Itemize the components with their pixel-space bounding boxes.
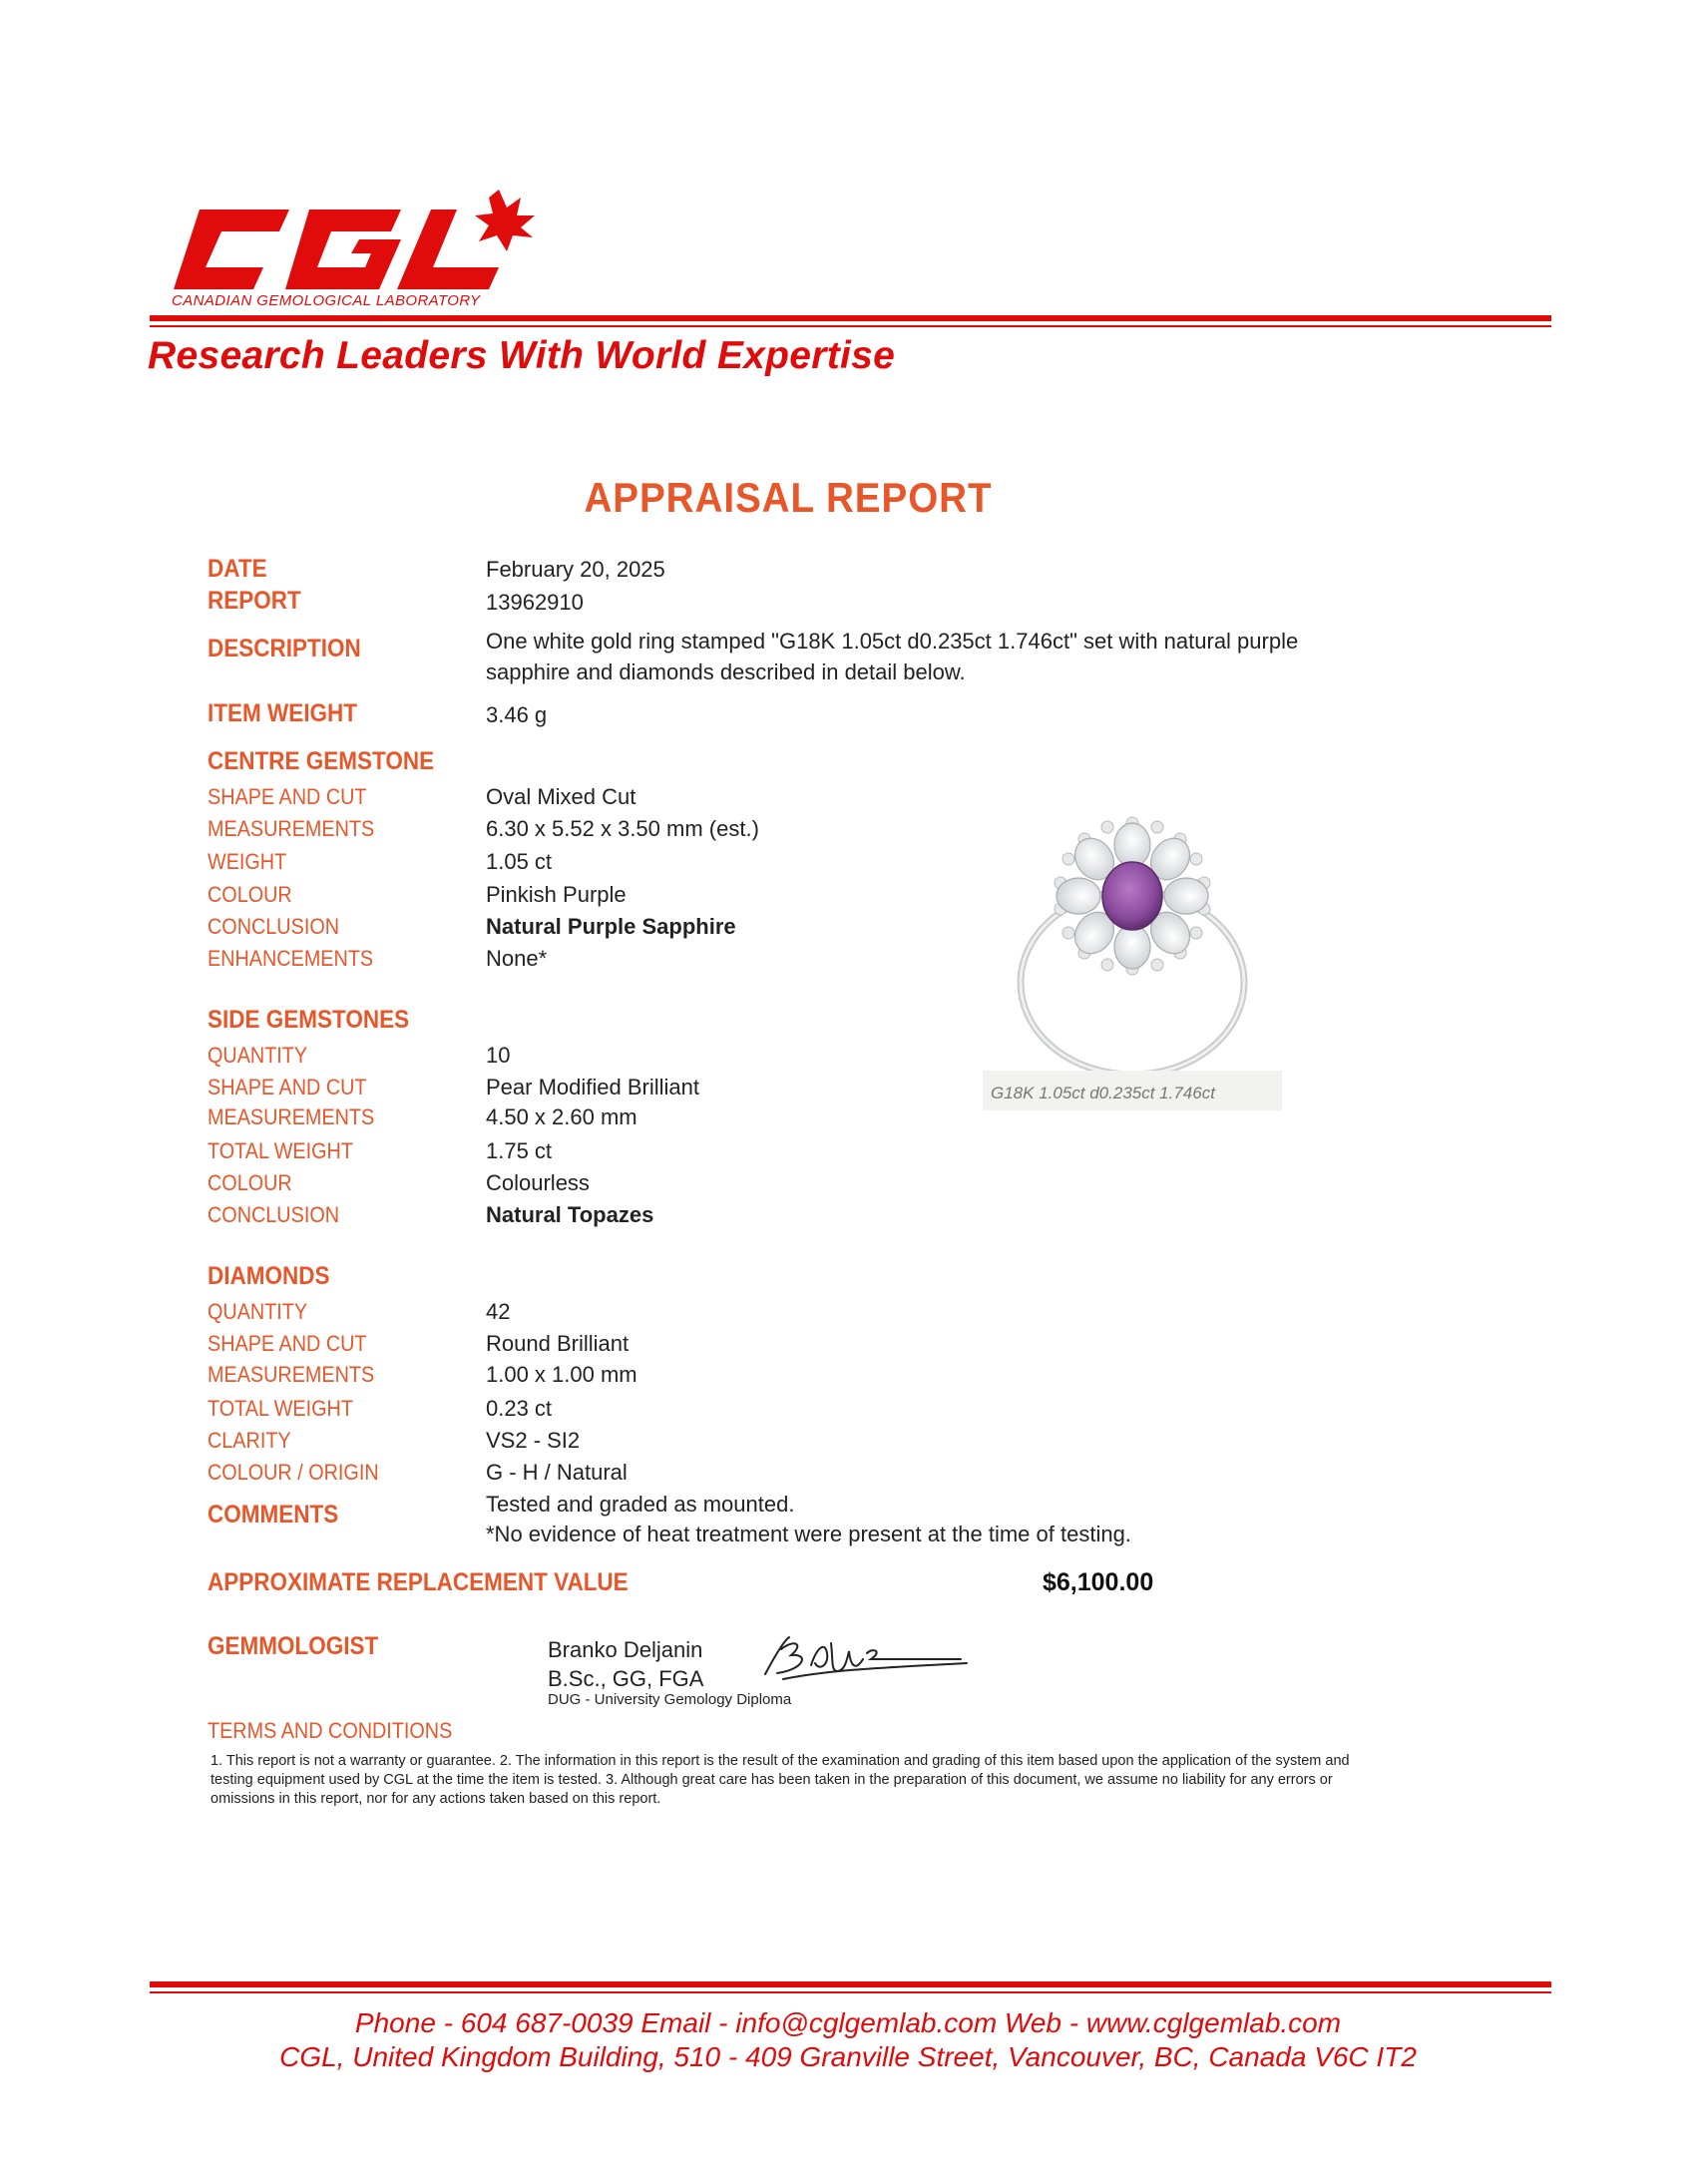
gemmologist-credentials: B.Sc., GG, FGA (548, 1666, 704, 1691)
row-value: 1.75 ct (486, 1138, 553, 1163)
report-title: APPRAISAL REPORT (584, 474, 993, 521)
row-value: Round Brilliant (486, 1331, 630, 1356)
maple-leaf-icon (475, 190, 535, 251)
signature (753, 1629, 978, 1699)
date-label: DATE (208, 555, 267, 583)
comments-label: COMMENTS (208, 1501, 339, 1529)
row-value: G - H / Natural (486, 1460, 628, 1485)
comments-value (486, 1490, 1384, 1549)
row-label: SHAPE AND CUT (208, 1075, 367, 1099)
row-value: Colourless (486, 1170, 590, 1195)
row-label: CONCLUSION (208, 914, 340, 939)
row-label: COLOUR / ORIGIN (208, 1460, 379, 1485)
row-label: SHAPE AND CUT (208, 1331, 367, 1356)
header-rule-thin (150, 325, 1551, 327)
item-weight-label: ITEM WEIGHT (208, 699, 357, 727)
description-value: One white gold ring stamped "G18K 1.05ct d0.235ct 1.746ct" set with natural purple sapphire and diamonds described in detail below. (486, 629, 1299, 684)
row-value: 1.05 ct (486, 849, 553, 874)
date-value: February 20, 2025 (486, 557, 665, 582)
ring-photo (983, 803, 1282, 1142)
row-label: TOTAL WEIGHT (208, 1138, 353, 1163)
row-label: COLOUR (208, 1170, 292, 1195)
row-label: QUANTITY (208, 1043, 308, 1068)
row-label: CLARITY (208, 1428, 291, 1453)
report-number: 13962910 (486, 590, 584, 615)
row-value: Natural Purple Sapphire (486, 914, 736, 939)
logo-letter-g (285, 210, 401, 289)
item-weight-value: 3.46 g (486, 702, 548, 727)
gemmologist-diploma: DUG - University Gemology Diploma (548, 1691, 792, 1708)
tagline: Research Leaders With World Expertise (148, 334, 896, 377)
gemmologist-name: Branko Deljanin (548, 1637, 703, 1662)
row-value: Pinkish Purple (486, 882, 627, 907)
footer-address: CGL, United Kingdom Building, 510 - 409 Granville Street, Vancouver, BC, Canada V6C IT2 (279, 2041, 1417, 2072)
row-label: CONCLUSION (208, 1202, 340, 1227)
row-label: WEIGHT (208, 849, 287, 874)
row-value: 42 (486, 1299, 511, 1324)
row-value: 0.23 ct (486, 1396, 553, 1421)
footer-contact: Phone - 604 687-0039 Email - info@cglgemlab.com Web - www.cglgemlab.com (354, 2007, 1342, 2038)
row-label: QUANTITY (208, 1299, 308, 1324)
row-value: Oval Mixed Cut (486, 784, 636, 809)
logo-letter-c (174, 210, 289, 289)
row-value: 1.00 x 1.00 mm (486, 1362, 637, 1387)
gemmologist-label: GEMMOLOGIST (208, 1632, 379, 1660)
terms-text: 1. This report is not a warranty or guarantee. 2. The information in this report is the result of the examination and grading of this item based upon the application of the system and testing equipment used by CGL at the time the item is tested. 3. Although great care has been taken in the preparation of this document, we assume no liability for any errors or omissions in this report, nor for any actions taken based on this report. (211, 1753, 1350, 1807)
row-value: 4.50 x 2.60 mm (486, 1104, 637, 1129)
gemmologist-info (548, 1635, 703, 1693)
header-rule-thick (150, 315, 1551, 321)
row-label: TOTAL WEIGHT (208, 1396, 353, 1421)
footer-rule-thick (150, 1981, 1551, 1987)
footer-rule-thin (150, 1991, 1551, 1993)
row-value: VS2 - SI2 (486, 1428, 581, 1453)
comments-line: Tested and graded as mounted. (486, 1492, 795, 1517)
row-label: COLOUR (208, 882, 292, 907)
row-label: MEASUREMENTS (208, 816, 375, 841)
row-value: Natural Topazes (486, 1202, 654, 1227)
row-value: None* (486, 946, 548, 971)
row-value: 6.30 x 5.52 x 3.50 mm (est.) (486, 816, 759, 841)
row-label: MEASUREMENTS (208, 1362, 375, 1387)
description-label: DESCRIPTION (208, 635, 361, 662)
diamonds-heading: DIAMONDS (208, 1262, 330, 1290)
replacement-value-amount: $6,100.00 (1043, 1568, 1154, 1596)
row-value: Pear Modified Brilliant (486, 1075, 699, 1099)
stamp-text: G18K 1.05ct d0.235ct 1.746ct (991, 1084, 1215, 1102)
row-label: SHAPE AND CUT (208, 784, 367, 809)
row-label: ENHANCEMENTS (208, 946, 374, 971)
row-value: 10 (486, 1043, 511, 1068)
row-label: MEASUREMENTS (208, 1104, 375, 1129)
report-label: REPORT (208, 587, 301, 615)
side-gemstones-heading: SIDE GEMSTONES (208, 1006, 410, 1034)
brand-name: CANADIAN GEMOLOGICAL LABORATORY (172, 292, 481, 309)
purple-sapphire (1102, 862, 1162, 930)
terms-title: TERMS AND CONDITIONS (208, 1718, 453, 1743)
comments-line: *No evidence of heat treatment were present at the time of testing. (486, 1522, 1131, 1546)
cgl-logo (170, 190, 549, 299)
replacement-value-label: APPROXIMATE REPLACEMENT VALUE (208, 1568, 629, 1596)
centre-gemstone-heading: CENTRE GEMSTONE (208, 747, 435, 775)
